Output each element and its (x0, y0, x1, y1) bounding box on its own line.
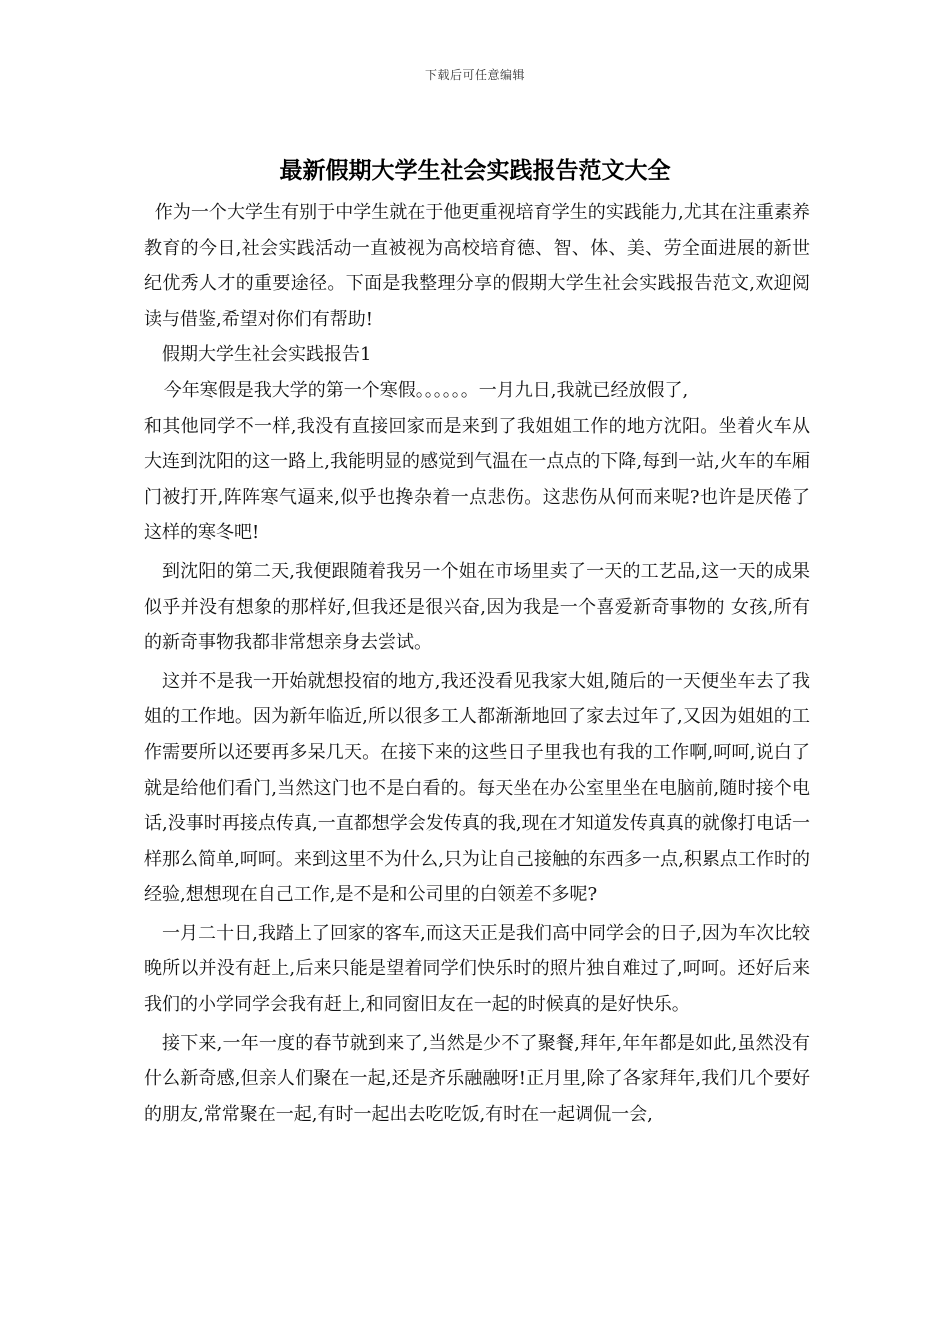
header-note: 下载后可任意编辑 (424, 68, 525, 82)
body-paragraph: 今年寒假是我大学的第一个寒假。。。。。。一月九日,我就已经放假了, (163, 379, 689, 401)
section-heading: 假期大学生社会实践报告1 (162, 344, 372, 366)
document-title: 最新假期大学生社会实践报告范文大全 (279, 157, 671, 184)
body-paragraph: 到沈阳的第二天,我便跟随着我另一个姐在市场里卖了一天的工艺品,这一天的成果似乎并没有想象的那样好,但我还是很兴奋,因为我是一个喜爱新奇事物的 女孩,所有的新奇事物我都非常想亲身去尝试。 (144, 560, 810, 654)
intro-paragraph: 作为一个大学生有别于中学生就在于他更重视培育学生的实践能力,尤其在注重素养教育的今日,社会实践活动一直被视为高校培育德、智、体、美、劳全面进展的新世纪优秀人才的重要途径。下面是我整理分享的假期大学生社会实践报告范文,欢迎阅读与借鉴,希望对你们有帮助! (144, 202, 810, 330)
body-paragraph: 一月二十日,我踏上了回家的客车,而这天正是我们高中同学会的日子,因为车次比较晚所以并没有赶上,后来只能是望着同学们快乐时的照片独自难过了,呵呵。还好后来我们的小学同学会我有赶上,和同窗旧友在一起的时候真的是好快乐。 (144, 922, 810, 1016)
body-paragraph: 和其他同学不一样,我没有直接回家而是来到了我姐姐工作的地方沈阳。坐着火车从大连到沈阳的这一路上,我能明显的感觉到气温在一点点的下降,每到一站,火车的车厢门被打开,阵阵寒气逼来,似乎也搀杂着一点悲伤。这悲伤从何而来呢?也许是厌倦了这样的寒冬吧! (144, 415, 810, 544)
body-paragraph: 这并不是我一开始就想投宿的地方,我还没看见我家大姐,随后的一天便坐车去了我姐的工作地。因为新年临近,所以很多工人都渐渐地回了家去过年了,又因为姐姐的工作需要所以还要再多呆几天。在接下来的这些日子里我也有我的工作啊,呵呵,说白了就是给他们看门,当然这门也不是白看的。每天坐在办公室里坐在电脑前,随时接个电话,没事时再接点传真,一直都想学会发传真的我,现在才知道发传真真的就像打电话一样那么简单,呵呵。来到这里不为什么,只为让自己接触的东西多一点,积累点工作时的经验,想想现在自己工作,是不是和公司里的白领差不多呢? (144, 670, 810, 906)
body-paragraph: 接下来,一年一度的春节就到来了,当然是少不了聚餐,拜年,年年都是如此,虽然没有什么新奇感,但亲人们聚在一起,还是齐乐融融呀!正月里,除了各家拜年,我们几个要好的朋友,常常聚在一起,有时一起出去吃吃饭,有时在一起调侃一会, (144, 1032, 810, 1125)
document-body (144, 195, 810, 1132)
